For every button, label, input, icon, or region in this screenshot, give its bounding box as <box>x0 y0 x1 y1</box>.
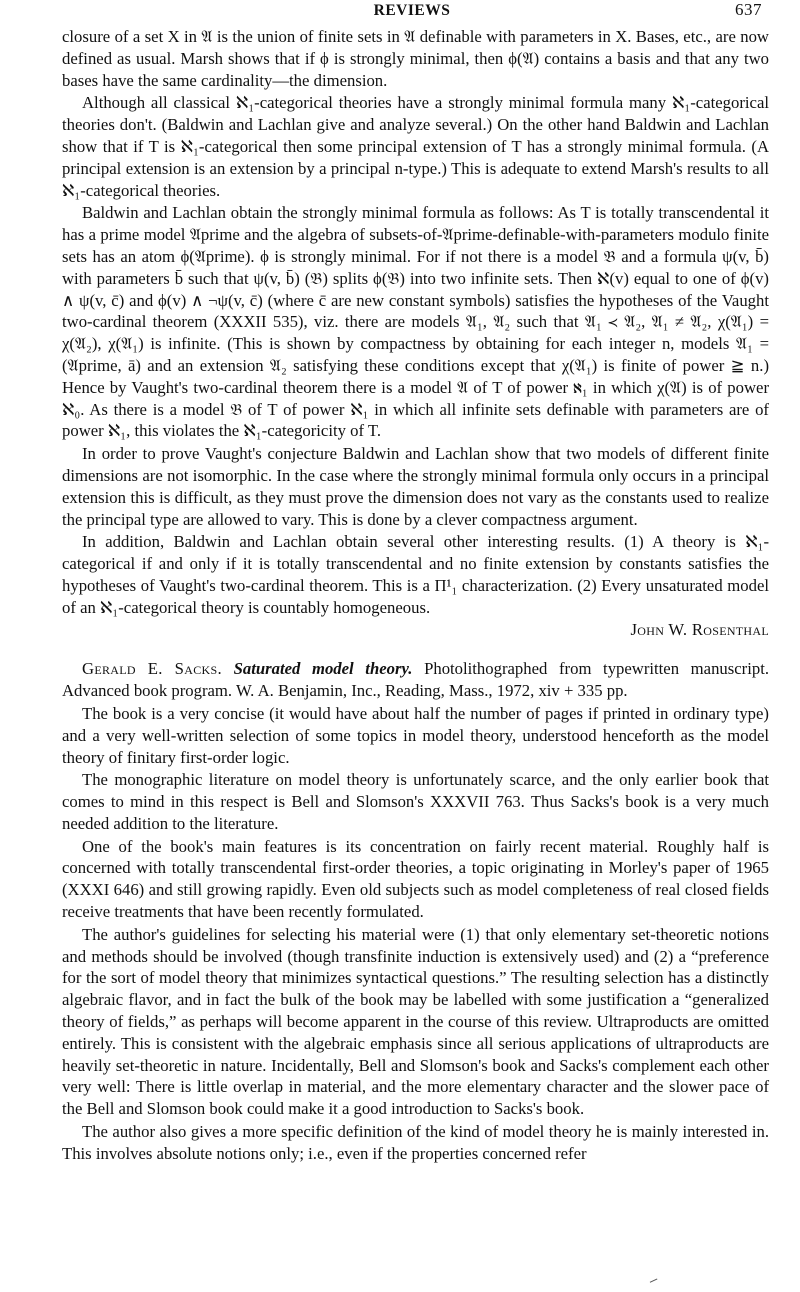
book-title: Saturated model theory. <box>233 659 413 679</box>
paragraph: In addition, Baldwin and Lachlan obtain several other interesting results. (1) A theory is ℵ₁-categorical if and only if it is totally transcendental and no finite extension by constants satisfies the hypotheses of Vaught's two-cardinal theorem. This is a Π¹₁ characterization. (2) Every unsaturated model of an ℵ₁-categorical theory is countably homogeneous. <box>62 532 769 617</box>
paragraph: The author also gives a more specific definition of the kind of model theory he is mainly interested in. This involves absolute notions only; i.e., even if the properties concerned refer <box>62 1122 769 1163</box>
paragraph: The monographic literature on model theory is unfortunately scarce, and the only earlier book that comes to mind in this respect is Bell and Slomson's XXXVII 763. Thus Sacks's book is a very much needed addition to the literature. <box>62 770 769 833</box>
paragraph: Although all classical ℵ₁-categorical theories have a strongly minimal formula many ℵ₁-categorical theories don't. (Baldwin and Lachlan give and analyze several.) On the other hand Baldwin and Lachlan show that if T is ℵ₁-categorical then some principal extension of T has a strongly minimal formula. (A principal extension is an extension by a principal n-type.) This is adequate to extend Marsh's results to all ℵ₁-categorical theories. <box>62 93 769 200</box>
paragraph: closure of a set X in 𝔄 is the union of finite sets in 𝔄 definable with parameters in X. Bases, etc., are now defined as usual. Marsh shows that if ϕ is strongly minimal, then ϕ(𝔄) contains a basis and that any two bases have the same cardinality—the dimension. <box>62 27 769 90</box>
page-header <box>62 0 762 24</box>
running-title: REVIEWS <box>373 2 451 19</box>
review-author: Gerald E. Sacks. <box>82 659 222 679</box>
scan-mark <box>650 1278 659 1284</box>
book-details: Photolithographed from typewritten manuscript. Advanced book program. W. A. Benjamin, Inc., Reading, Mass., 1972, xiv + 335 pp. <box>62 659 770 701</box>
paragraph: Baldwin and Lachlan obtain the strongly minimal formula as follows: As T is totally transcendental it has a prime model 𝔄prime and the algebra of subsets-of-𝔄prime-definable-with-parameters modulo finite sets has an atom ϕ(𝔄prime). ϕ is strongly minimal. For if not there is a model 𝔅 and a formula ψ(v, b̄) with parameters b̄ such that ψ(v, b̄) (𝔅) splits ϕ(𝔅) into two infinite sets. Then ℵ(v) equal to one of ϕ(v) ∧ ψ(v, c̄) and ϕ(v) ∧ ¬ψ(v, c̄) (where c̄ are new constant symbols) satisfies the hypotheses of the Vaught two-cardinal theorem (XXXII 535), viz. there are models 𝔄₁, 𝔄₂ such that 𝔄₁ ≺ 𝔄₂, 𝔄₁ ≠ 𝔄₂, χ(𝔄₁) = χ(𝔄₂), χ(𝔄₁) is infinite. (This is shown by compactness by obtaining for each integer n, models 𝔄₁ = (𝔄prime, ā) and an extension 𝔄₂ satisfying these conditions except that χ(𝔄₁) is finite of power ≧ n.) Hence by Vaught's two-cardinal theorem there is a model 𝔄 of T of power ℵ₁ in which χ(𝔄) is of power ℵ₀. As there is a model 𝔅 of T of power ℵ₁ in which all infinite sets definable with parameters are of power ℵ₁, this violates the ℵ₁-categoricity of T. <box>62 203 769 441</box>
review-heading <box>62 658 769 702</box>
paragraph: In order to prove Vaught's conjecture Baldwin and Lachlan show that two models of different finite dimensions are not isomorphic. In the case where the strongly minimal formula only occurs in a principal extension this is difficult, as they must prove the dimension does not vary as the constants used to realize the principal type are allowed to vary. This is done by a clever compactness argument. <box>62 444 769 529</box>
page-body <box>62 26 769 1165</box>
paragraph: The book is a very concise (it would have about half the number of pages if printed in ordinary type) and a very well-written selection of some topics in model theory, understood henceforth as the model theory of finitary first-order logic. <box>62 703 769 767</box>
paragraph: One of the book's main features is its concentration on fairly recent material. Roughly half is concerned with totally transcendental first-order theories, a topic originating in Morley's paper of 1965 (XXXI 646) and still growing rapidly. Even old subjects such as model completeness of real closed fields receive treatments that have been recently formulated. <box>62 836 769 922</box>
page-number: 637 <box>735 0 762 19</box>
reviewer-signature: John W. Rosenthal <box>630 619 769 639</box>
paragraph: The author's guidelines for selecting his material were (1) that only elementary set-theoretic notions and methods should be involved (though transfinite induction is extensively used) and (2) a “preference for the sort of model theory that minimizes syntactical questions.” The resulting selection has a distinctly algebraic flavor, and in fact the bulk of the book may be labelled with some justification a “generalized theory of fields,” as perhaps will become apparent in the course of this review. Ultraproducts are omitted entirely. This is consistent with the algebraic emphasis since all serious applications of ultraproducts are heavily set-theoretic in nature. Incidentally, Bell and Slomson's book and Sacks's complement each other very well: There is little overlap in material, and the more elementary character and the slower pace of the Bell and Slomson book could make it a good introduction to Sacks's book. <box>62 924 769 1119</box>
